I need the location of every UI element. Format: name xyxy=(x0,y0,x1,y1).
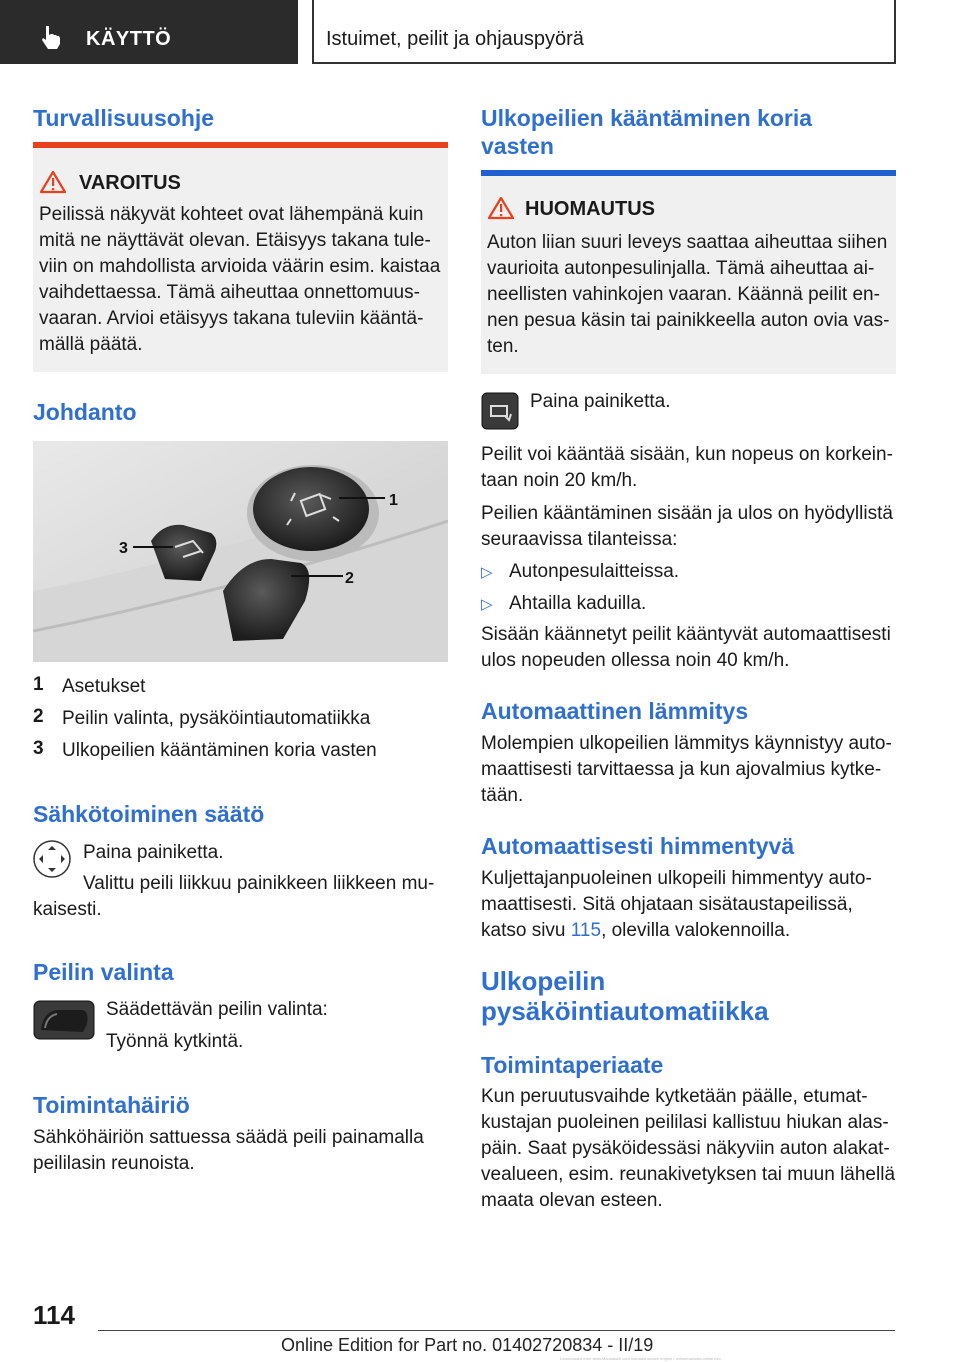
warning-bar xyxy=(33,142,448,148)
bullet-marker: ▷ xyxy=(481,564,493,581)
notice-line: neellisten vahinkojen vaaran. Käännä peilit en- xyxy=(487,284,880,305)
fold-heading xyxy=(481,104,812,160)
warning-title: VAROITUS xyxy=(79,172,181,194)
fold-text-1: Paina painiketta. xyxy=(530,391,671,412)
warning-line: mällä päätä. xyxy=(39,334,143,355)
heating-text xyxy=(481,731,892,809)
notice-line: vaurioita autonpesulinjalla. Tämä aiheuttaa ai- xyxy=(487,258,875,279)
dimming-line: maattisesti. Sitä ohjataan sisätaustapeilissä, xyxy=(481,894,853,915)
principle-text xyxy=(481,1084,895,1214)
direction-pad-icon xyxy=(33,840,71,878)
watermark: Downloaded from www.Manualslib.com manuals search engine / onlinemanuals.online.info xyxy=(560,1356,721,1361)
principle-line: vealueen, esim. reunakivetyksen tai muun lähellä xyxy=(481,1164,896,1185)
door-switch-figure xyxy=(33,441,448,662)
parking-heading xyxy=(481,966,769,1026)
page-number: 114 xyxy=(33,1300,75,1330)
bullet-item: Autonpesulaitteissa. xyxy=(509,561,680,582)
callout-3: 3 xyxy=(119,540,128,557)
section-title: Istuimet, peilit ja ohjauspyörä xyxy=(326,28,584,50)
fold-line: Peilien kääntäminen sisään ja ulos on hyödyllistä xyxy=(481,503,893,524)
dimming-line-post: , olevilla valokennoilla. xyxy=(601,920,791,941)
callout-1: 1 xyxy=(389,492,398,509)
page-link[interactable]: 115 xyxy=(570,920,602,941)
fold-line: taan noin 20 km/h. xyxy=(481,470,638,491)
warning-box xyxy=(33,142,448,372)
legend-number: 3 xyxy=(33,738,44,759)
heating-line: maattisesti tarvittaessa ja kun ajovalmius kytke- xyxy=(481,759,882,780)
mirror-select-heading: Peilin valinta xyxy=(33,959,174,985)
malfunction-line: Sähköhäiriön sattuessa säädä peili painamalla xyxy=(33,1127,424,1148)
chapter-tab xyxy=(0,0,298,64)
warning-line: mitä ne näyttävät olevan. Etäisyys takana tule- xyxy=(39,230,431,251)
mirror-select-text-2: Työnnä kytkintä. xyxy=(106,1031,244,1052)
notice-box xyxy=(481,170,896,374)
parking-heading-line: pysäköintiautomatiikka xyxy=(481,996,769,1026)
electric-heading: Sähkötoiminen säätö xyxy=(33,801,265,827)
notice-line: ten. xyxy=(487,336,519,357)
legend-number: 1 xyxy=(33,674,44,695)
dimming-heading: Automaattisesti himmentyvä xyxy=(481,833,795,859)
section-header xyxy=(312,0,896,64)
safety-heading: Turvallisuusohje xyxy=(33,105,215,131)
fold-text-2 xyxy=(481,442,893,494)
dimming-line: Kuljettajanpuoleinen ulkopeili himmentyy auto- xyxy=(481,868,872,889)
notice-line: Auton liian suuri leveys saattaa aiheuttaa siihen xyxy=(487,232,888,253)
legend-number: 2 xyxy=(33,706,44,727)
mirror-switch-icon xyxy=(33,1000,95,1040)
notice-title: HUOMAUTUS xyxy=(525,198,655,220)
warning-line: vaihdettaessa. Tämä aiheuttaa onnettomuus- xyxy=(39,282,420,303)
footer-divider xyxy=(98,1330,895,1331)
bullet-item: Ahtailla kaduilla. xyxy=(509,593,647,614)
fold-heading-line: vasten xyxy=(481,133,554,159)
notice-text xyxy=(487,230,892,360)
malfunction-heading: Toimintahäiriö xyxy=(33,1092,190,1118)
warning-triangle-icon xyxy=(39,170,67,194)
fold-text-4 xyxy=(481,622,891,674)
fold-line: Sisään käännetyt peilit kääntyvät automaattisesti xyxy=(481,624,891,645)
fold-line: Peilit voi kääntää sisään, kun nopeus on korkein- xyxy=(481,444,893,465)
edition-text: Online Edition for Part no. 01402720834 - II/19 xyxy=(281,1335,654,1355)
heating-heading: Automaattinen lämmitys xyxy=(481,698,749,724)
warning-line: Peilissä näkyvät kohteet ovat lähempänä kuin xyxy=(39,204,424,225)
dimming-line xyxy=(481,918,872,944)
parking-heading-line: Ulkopeilin xyxy=(481,966,606,996)
notice-triangle-icon xyxy=(487,196,515,220)
malfunction-text xyxy=(33,1125,424,1177)
mirror-adjust-knob xyxy=(253,467,369,551)
heating-line: tään. xyxy=(481,785,524,806)
fold-line: seuraavissa tilanteissa: xyxy=(481,529,678,550)
malfunction-line: peililasin reunoista. xyxy=(33,1153,195,1174)
mirror-select-text-1: Säädettävän peilin valinta: xyxy=(106,999,328,1020)
principle-line: päin. Saat pysäköidessäsi näkyviin auton alakat- xyxy=(481,1138,890,1159)
mirror-fold-icon xyxy=(481,392,519,430)
hand-pointer-icon xyxy=(38,24,64,50)
principle-line: maata olevan esteen. xyxy=(481,1190,663,1211)
legend-text: Ulkopeilien kääntäminen koria vasten xyxy=(62,740,377,761)
notice-line: nen pesua käsin tai painikkeella auton ovia vas- xyxy=(487,310,890,331)
warning-text xyxy=(39,202,444,358)
dimming-line-pre: katso sivu xyxy=(481,920,571,941)
principle-line: kustajan puoleinen peililasi kallistuu hiukan alas- xyxy=(481,1112,889,1133)
legend-text: Asetukset xyxy=(62,676,146,697)
chapter-label: KÄYTTÖ xyxy=(86,28,172,50)
principle-heading: Toimintaperiaate xyxy=(481,1052,664,1078)
electric-text-2b: kaisesti. xyxy=(33,899,102,920)
notice-bar xyxy=(481,170,896,176)
callout-2: 2 xyxy=(345,570,354,587)
fold-line: ulos nopeuden ollessa noin 40 km/h. xyxy=(481,650,790,671)
dimming-text xyxy=(481,866,872,944)
electric-text-2a: Valittu peili liikkuu painikkeen liikkeen mu- xyxy=(83,873,435,894)
intro-heading: Johdanto xyxy=(33,399,137,425)
heating-line: Molempien ulkopeilien lämmitys käynnistyy auto- xyxy=(481,733,892,754)
bullet-marker: ▷ xyxy=(481,596,493,613)
legend-text: Peilin valinta, pysäköintiautomatiikka xyxy=(62,708,371,729)
principle-line: Kun peruutusvaihde kytketään päälle, etumat- xyxy=(481,1086,868,1107)
electric-text-1: Paina painiketta. xyxy=(83,842,224,863)
fold-text-3 xyxy=(481,501,893,553)
warning-line: viin on mahdollista arvioida väärin esim. kaistaa xyxy=(39,256,441,277)
fold-heading-line: Ulkopeilien kääntäminen koria xyxy=(481,105,813,131)
warning-line: vaaran. Arvioi etäisyys takana tuleviin kääntä- xyxy=(39,308,424,329)
